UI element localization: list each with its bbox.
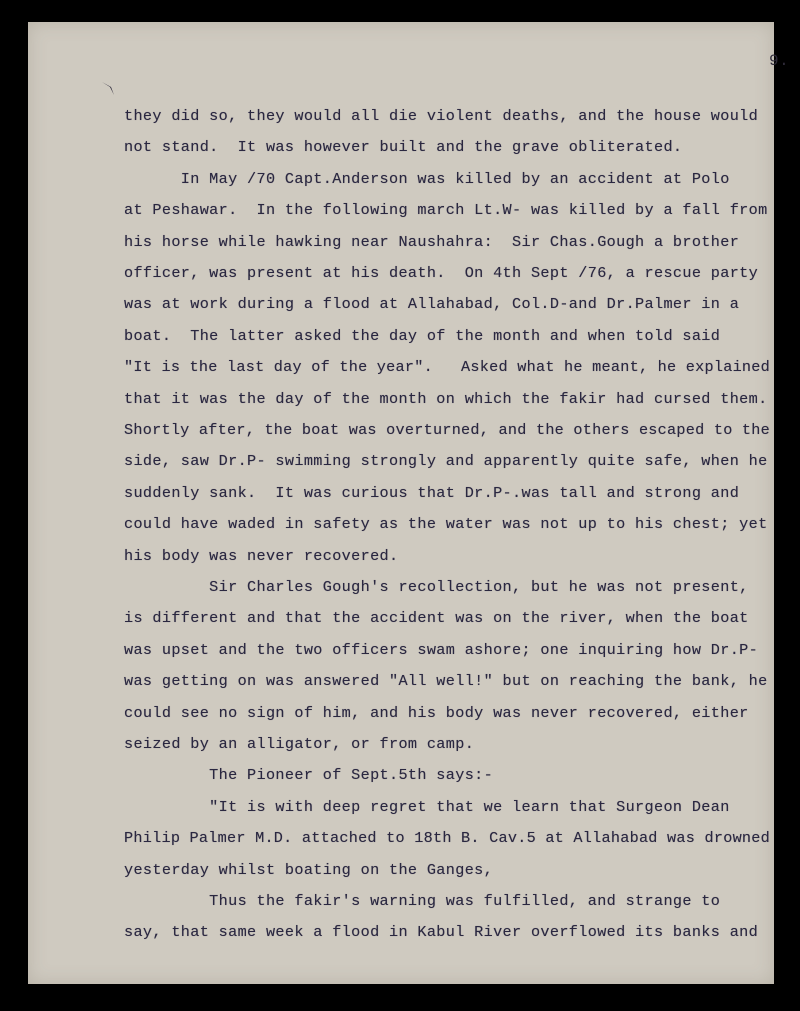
text-line: was getting on was answered "All well!" but on reaching the bank, he: [124, 672, 768, 691]
text-line: could see no sign of him, and his body was never recovered, either: [124, 703, 749, 722]
text-line: officer, was present at his death. On 4th Sept /76, a rescue party: [124, 264, 759, 282]
text-line: his body was never recovered.: [124, 546, 399, 565]
text-line: could have waded in safety as the water was not up to his chest; yet: [124, 515, 768, 534]
page-number: 9.: [769, 52, 790, 70]
text-line: yesterday whilst boating on the Ganges,: [124, 860, 494, 879]
text-line: Philip Palmer M.D. attached to 18th B. Cav.5 at Allahabad was drowned: [124, 829, 771, 848]
margin-tick-mark: [100, 78, 120, 98]
text-line: In May /70 Capt.Anderson was killed by an accident at Polo: [124, 169, 730, 188]
text-line: Sir Charles Gough's recollection, but he was not present,: [124, 578, 749, 596]
text-line: side, saw Dr.P- swimming strongly and apparently quite safe, when he: [124, 452, 768, 471]
typewritten-page: [28, 22, 790, 984]
text-line: that it was the day of the month on which the fakir had cursed them.: [124, 389, 768, 408]
text-line: is different and that the accident was on the river, when the boat: [124, 609, 749, 628]
text-line: boat. The latter asked the day of the month and when told said: [124, 326, 721, 345]
text-line: was at work during a flood at Allahabad, Col.D-and Dr.Palmer in a: [124, 295, 740, 314]
text-line: they did so, they would all die violent deaths, and the house would: [124, 107, 759, 125]
text-line: Shortly after, the boat was overturned, and the others escaped to the: [124, 421, 771, 439]
text-line: seized by an alligator, or from camp.: [124, 735, 475, 753]
text-line: his horse while hawking near Naushahra: Sir Chas.Gough a brother: [124, 232, 740, 251]
text-line: not stand. It was however built and the grave obliterated.: [124, 138, 683, 157]
text-line: "It is the last day of the year". Asked what he meant, he explained: [124, 358, 771, 377]
text-line: suddenly sank. It was curious that Dr.P-.was tall and strong and: [124, 483, 740, 502]
text-line: was upset and the two officers swam ashore; one inquiring how Dr.P-: [124, 640, 759, 659]
text-line: say, that same week a flood in Kabul River overflowed its banks and: [124, 923, 759, 942]
text-line: at Peshawar. In the following march Lt.W- was killed by a fall from: [124, 201, 768, 220]
text-line: The Pioneer of Sept.5th says:-: [124, 766, 494, 785]
text-line: Thus the fakir's warning was fulfilled, and strange to: [124, 892, 721, 910]
text-line: "It is with deep regret that we learn that Surgeon Dean: [124, 797, 730, 816]
